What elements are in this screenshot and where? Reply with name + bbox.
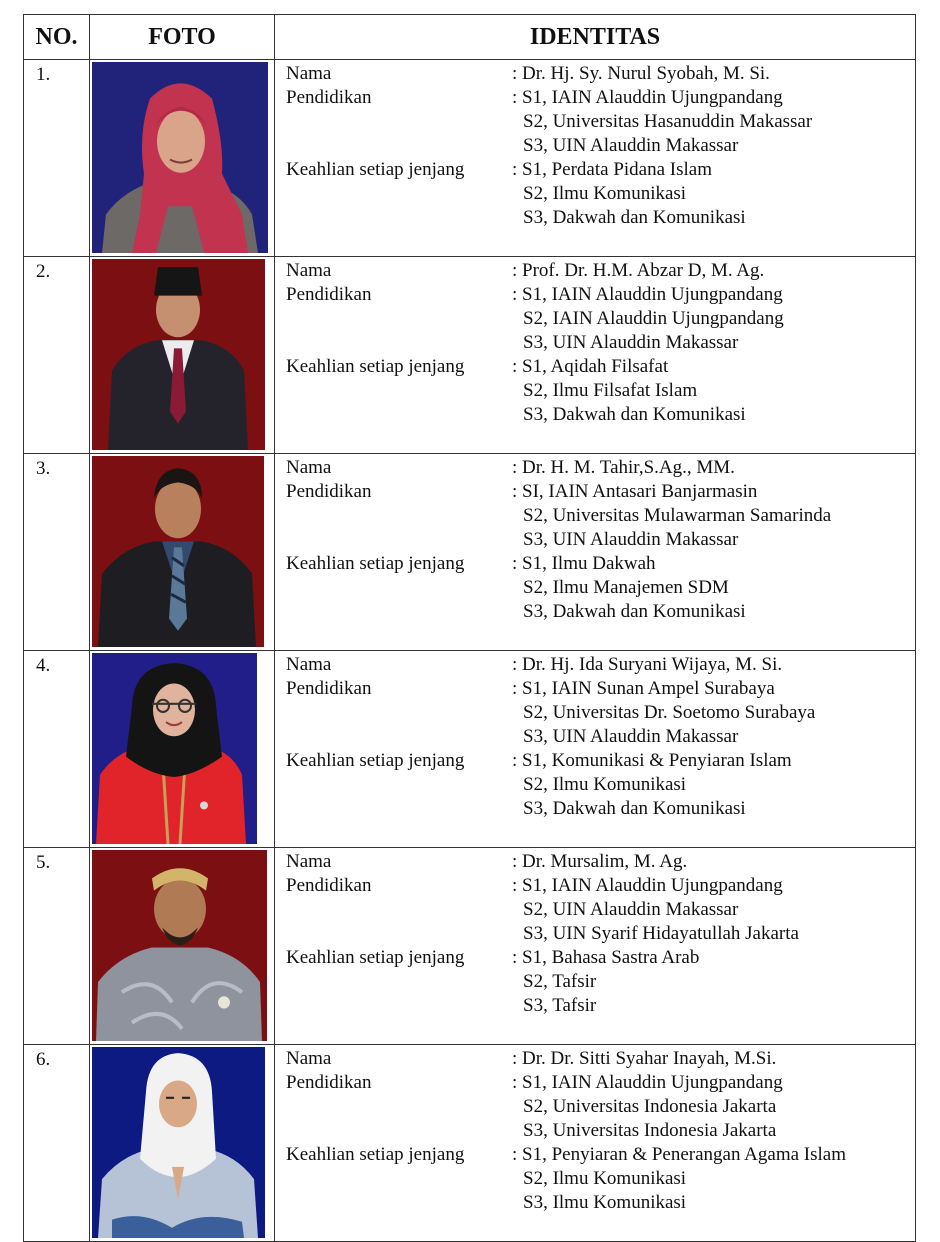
label-pendidikan: Pendidikan	[286, 678, 372, 699]
keahlian-s1: : S1, Aqidah Filsafat	[512, 356, 669, 377]
row-number: 1.	[24, 60, 90, 257]
label-nama: Nama	[286, 260, 332, 281]
keahlian-s1: : S1, Penyiaran & Penerangan Agama Islam	[512, 1144, 847, 1165]
pendidikan-s3: S3, UIN Alauddin Makassar	[523, 529, 739, 550]
portrait-photo	[92, 62, 268, 253]
row-number: 4.	[24, 651, 90, 848]
label-keahlian: Keahlian setiap jenjang	[286, 553, 465, 574]
row-number: 5.	[24, 848, 90, 1045]
nama-value: : Dr. H. M. Tahir,S.Ag., MM.	[512, 457, 735, 478]
person-row	[24, 257, 916, 454]
pendidikan-s3: S3, Universitas Indonesia Jakarta	[523, 1120, 777, 1141]
keahlian-s1: : S1, Bahasa Sastra Arab	[512, 947, 700, 968]
header-foto: FOTO	[90, 15, 275, 60]
keahlian-s3: S3, Tafsir	[523, 995, 597, 1016]
photo-cell	[90, 1045, 275, 1242]
portrait-photo	[92, 850, 267, 1041]
pendidikan-s1: : S1, IAIN Alauddin Ujungpandang	[512, 875, 783, 896]
label-pendidikan: Pendidikan	[286, 87, 372, 108]
label-pendidikan: Pendidikan	[286, 875, 372, 896]
label-pendidikan: Pendidikan	[286, 481, 372, 502]
nama-value: : Prof. Dr. H.M. Abzar D, M. Ag.	[512, 260, 765, 281]
identity-cell	[275, 60, 916, 257]
label-nama: Nama	[286, 63, 332, 84]
pendidikan-s2: S2, Universitas Dr. Soetomo Surabaya	[523, 702, 816, 723]
lecturer-table	[23, 14, 916, 1242]
pendidikan-s1: : S1, IAIN Alauddin Ujungpandang	[512, 1072, 783, 1093]
keahlian-s2: S2, Tafsir	[523, 971, 597, 992]
pendidikan-s3: S3, UIN Alauddin Makassar	[523, 135, 739, 156]
pendidikan-s1: : S1, IAIN Alauddin Ujungpandang	[512, 87, 783, 108]
label-pendidikan: Pendidikan	[286, 1072, 372, 1093]
photo-cell	[90, 651, 275, 848]
nama-value: : Dr. Dr. Sitti Syahar Inayah, M.Si.	[512, 1048, 777, 1069]
keahlian-s3: S3, Ilmu Komunikasi	[523, 1192, 687, 1213]
keahlian-s3: S3, Dakwah dan Komunikasi	[523, 404, 746, 425]
portrait-photo	[92, 259, 265, 450]
portrait-photo	[92, 653, 257, 844]
pendidikan-s1: : SI, IAIN Antasari Banjarmasin	[512, 481, 758, 502]
label-keahlian: Keahlian setiap jenjang	[286, 947, 465, 968]
pendidikan-s3: S3, UIN Alauddin Makassar	[523, 726, 739, 747]
label-nama: Nama	[286, 851, 332, 872]
person-row	[24, 454, 916, 651]
photo-cell	[90, 257, 275, 454]
photo-cell	[90, 848, 275, 1045]
keahlian-s1: : S1, Komunikasi & Penyiaran Islam	[512, 750, 792, 771]
nama-value: : Dr. Mursalim, M. Ag.	[512, 851, 688, 872]
keahlian-s3: S3, Dakwah dan Komunikasi	[523, 601, 746, 622]
label-nama: Nama	[286, 654, 332, 675]
photo-cell	[90, 60, 275, 257]
row-number: 3.	[24, 454, 90, 651]
row-number: 2.	[24, 257, 90, 454]
identity-cell	[275, 1045, 916, 1242]
keahlian-s2: S2, Ilmu Manajemen SDM	[523, 577, 729, 598]
keahlian-s3: S3, Dakwah dan Komunikasi	[523, 798, 746, 819]
pendidikan-s2: S2, IAIN Alauddin Ujungpandang	[523, 308, 784, 329]
person-row	[24, 651, 916, 848]
label-nama: Nama	[286, 1048, 332, 1069]
person-row	[24, 1045, 916, 1242]
row-number: 6.	[24, 1045, 90, 1242]
label-keahlian: Keahlian setiap jenjang	[286, 1144, 465, 1165]
header-identitas: IDENTITAS	[275, 15, 916, 60]
pendidikan-s2: S2, Universitas Mulawarman Samarinda	[523, 505, 832, 526]
keahlian-s2: S2, Ilmu Komunikasi	[523, 183, 687, 204]
pendidikan-s1: : S1, IAIN Alauddin Ujungpandang	[512, 284, 783, 305]
identity-cell	[275, 848, 916, 1045]
label-keahlian: Keahlian setiap jenjang	[286, 159, 465, 180]
portrait-photo	[92, 456, 264, 647]
identity-cell	[275, 257, 916, 454]
pendidikan-s3: S3, UIN Alauddin Makassar	[523, 332, 739, 353]
photo-cell	[90, 454, 275, 651]
label-nama: Nama	[286, 457, 332, 478]
label-keahlian: Keahlian setiap jenjang	[286, 750, 465, 771]
label-keahlian: Keahlian setiap jenjang	[286, 356, 465, 377]
person-row	[24, 848, 916, 1045]
identity-cell	[275, 651, 916, 848]
pendidikan-s1: : S1, IAIN Sunan Ampel Surabaya	[512, 678, 775, 699]
pendidikan-s3: S3, UIN Syarif Hidayatullah Jakarta	[523, 923, 799, 944]
keahlian-s1: : S1, Ilmu Dakwah	[512, 553, 656, 574]
pendidikan-s2: S2, Universitas Indonesia Jakarta	[523, 1096, 777, 1117]
keahlian-s2: S2, Ilmu Komunikasi	[523, 774, 687, 795]
person-row	[24, 60, 916, 257]
keahlian-s1: : S1, Perdata Pidana Islam	[512, 159, 712, 180]
nama-value: : Dr. Hj. Ida Suryani Wijaya, M. Si.	[512, 654, 783, 675]
keahlian-s2: S2, Ilmu Komunikasi	[523, 1168, 687, 1189]
header-row	[24, 15, 916, 60]
portrait-photo	[92, 1047, 265, 1238]
pendidikan-s2: S2, UIN Alauddin Makassar	[523, 899, 739, 920]
header-no: NO.	[24, 15, 90, 60]
keahlian-s2: S2, Ilmu Filsafat Islam	[523, 380, 698, 401]
nama-value: : Dr. Hj. Sy. Nurul Syobah, M. Si.	[512, 63, 770, 84]
label-pendidikan: Pendidikan	[286, 284, 372, 305]
identity-cell	[275, 454, 916, 651]
pendidikan-s2: S2, Universitas Hasanuddin Makassar	[523, 111, 813, 132]
keahlian-s3: S3, Dakwah dan Komunikasi	[523, 207, 746, 228]
